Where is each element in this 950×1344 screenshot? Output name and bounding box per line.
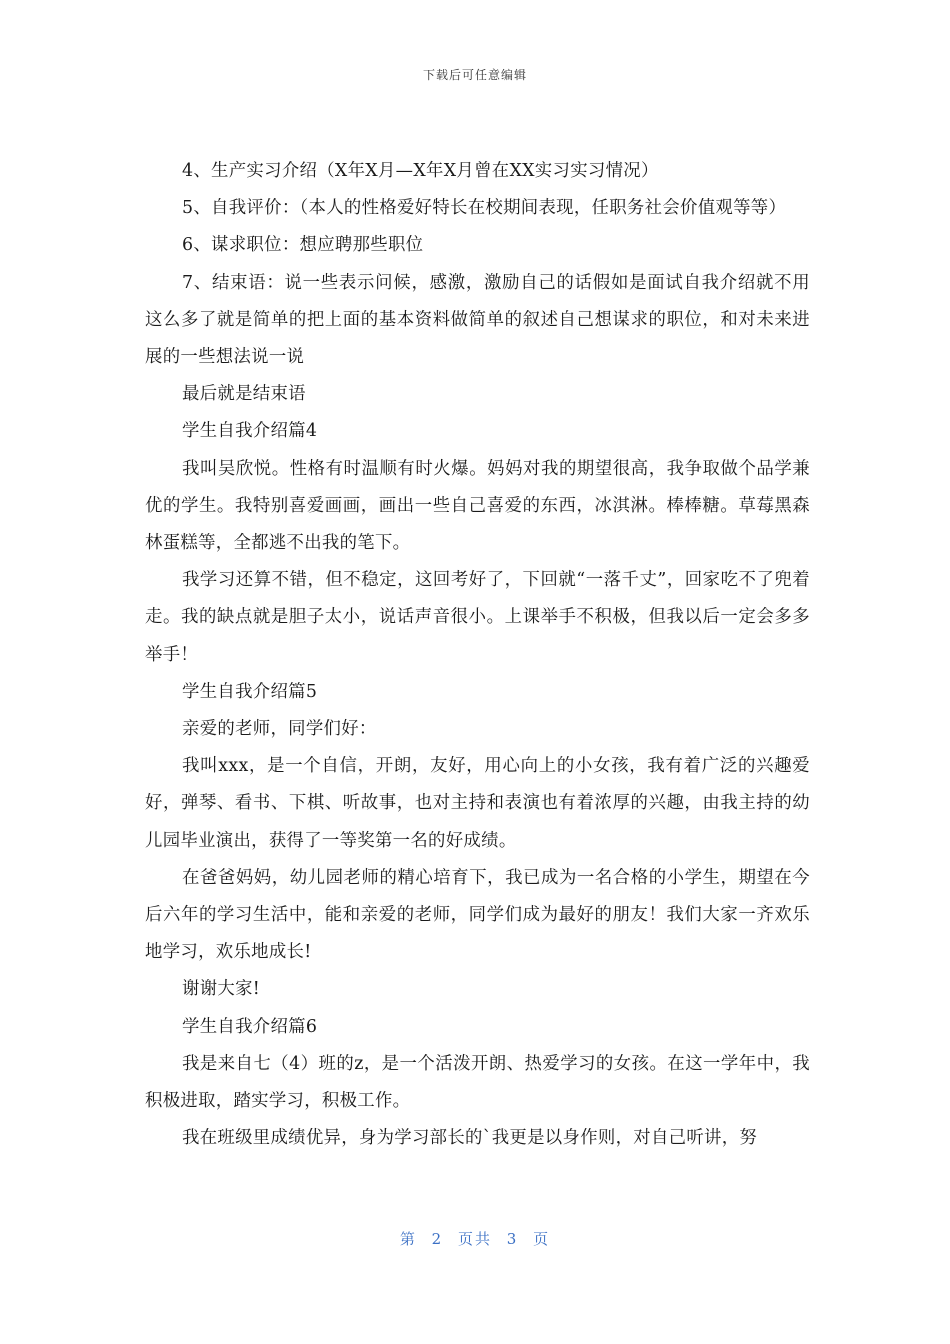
paragraph: 谢谢大家!	[182, 979, 261, 1000]
paragraph: 6、谋求职位：想应聘那些职位	[182, 235, 424, 256]
paragraph: 我是来自七（4）班的z，是一个活泼开朗、热爱学习的女孩。在这一学年中，我积极进取，踏实学习，积极工作。	[145, 1053, 810, 1112]
paragraph: 我叫xxx，是一个自信，开朗，友好，用心向上的小女孩，我有着广泛的兴趣爱好，弹琴、看书、下棋、听故事，也对主持和表演也有着浓厚的兴趣，由我主持的幼儿园毕业演出，获得了一等奖第一名的好成绩。	[145, 756, 810, 851]
paragraph: 亲爱的老师，同学们好：	[182, 719, 377, 740]
paragraph: 4、生产实习介绍（X年X月—X年X月曾在XX实习实习情况）	[182, 161, 659, 181]
page-footer: 第 2 页共 3 页	[399, 1230, 551, 1248]
section-heading: 学生自我介绍篇5	[182, 681, 318, 702]
paragraph: 我叫吴欣悦。性格有时温顺有时火爆。妈妈对我的期望很高，我争取做个品学兼优的学生。我特别喜爱画画，画出一些自己喜爱的东西，冰淇淋。棒棒糖。草莓黑森林蛋糕等，全都逃不出我的笔下。	[145, 458, 810, 554]
section-heading: 学生自我介绍篇6	[182, 1016, 318, 1037]
section-heading: 学生自我介绍篇4	[182, 421, 318, 442]
document-body	[145, 153, 810, 1157]
paragraph: 我学习还算不错，但不稳定，这回考好了，下回就“一落千丈”，回家吃不了兜着走。我的缺点就是胆子太小，说话声音很小。上课举手不积极，但我以后一定会多多举手！	[145, 570, 810, 665]
paragraph: 最后就是结束语	[182, 384, 306, 405]
paragraph: 7、结束语：说一些表示问候，感激，激励自己的话假如是面试自我介绍就不用这么多了就是简单的把上面的基本资料做简单的叙述自己想谋求的职位，和对未来进展的一些想法说一说	[145, 272, 810, 368]
paragraph: 在爸爸妈妈，幼儿园老师的精心培育下，我已成为一名合格的小学生，期望在今后六年的学习生活中，能和亲爱的老师，同学们成为最好的朋友！我们大家一齐欢乐地学习，欢乐地成长!	[145, 867, 810, 963]
page-header: 下载后可任意编辑	[422, 68, 527, 82]
paragraph: 我在班级里成绩优异，身为学习部长的`我更是以身作则，对自己听讲，努	[182, 1128, 758, 1149]
paragraph: 5、自我评价：（本人的性格爱好特长在校期间表现，任职务社会价值观等等）	[182, 198, 787, 219]
